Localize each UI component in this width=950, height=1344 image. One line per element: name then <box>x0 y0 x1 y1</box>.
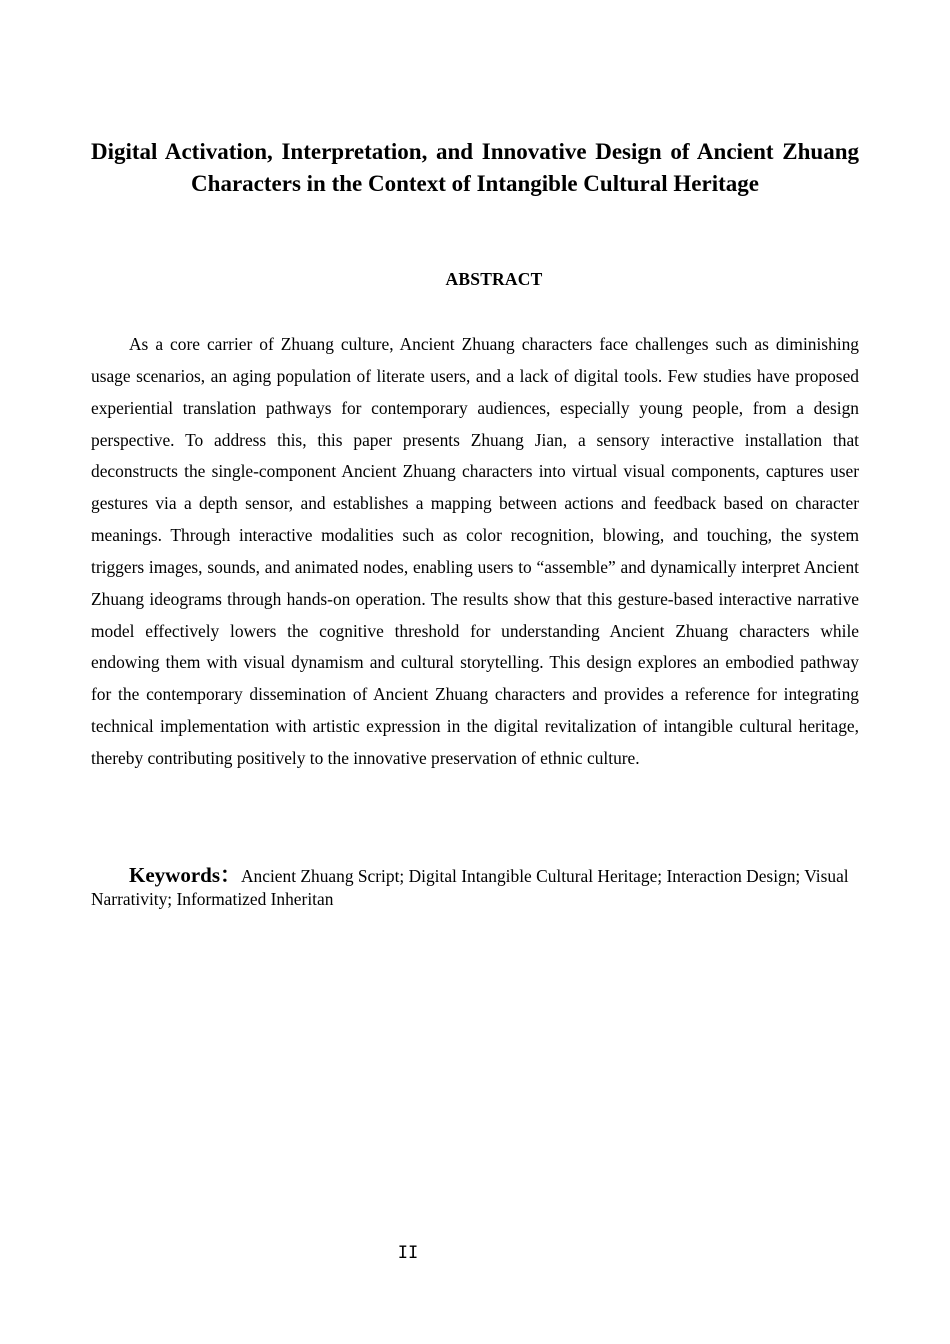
keywords-line <box>91 864 859 911</box>
paper-title: Digital Activation, Interpretation, and Innovative Design of Ancient Zhuang Characters in the Context of Intangible Cultural Heritage <box>91 139 859 196</box>
page-number: II <box>397 1243 419 1263</box>
keywords-list: Ancient Zhuang Script; Digital Intangible Cultural Heritage; Interaction Design; Visual Narrativity; Informatized Inheritan <box>91 866 849 909</box>
abstract-paragraph: As a core carrier of Zhuang culture, Ancient Zhuang characters face challenges such as diminishing usage scenarios, an aging population of literate users, and a lack of digital tools. Few studies have proposed experiential translation pathways for contemporary audiences, especially young people, from a design perspective. To address this, this paper presents Zhuang Jian, a sensory interactive installation that deconstructs the single-component Ancient Zhuang characters into virtual visual components, captures user gestures via a depth sensor, and establishes a mapping between actions and feedback based on character meanings. Through interactive modalities such as color recognition, blowing, and touching, the system triggers images, sounds, and animated nodes, enabling users to “assemble” and dynamically interpret Ancient Zhuang ideograms through hands-on operation. The results show that this gesture-based interactive narrative model effectively lowers the cognitive threshold for understanding Ancient Zhuang characters while endowing them with visual dynamism and cultural storytelling. This design explores an embodied pathway for the contemporary dissemination of Ancient Zhuang characters and provides a reference for integrating technical implementation with artistic expression in the digital revitalization of intangible cultural heritage, thereby contributing positively to the innovative preservation of ethnic culture. <box>91 334 859 768</box>
keywords-label: Keywords <box>129 863 220 887</box>
keywords-colon: ： <box>220 863 241 887</box>
abstract-heading: ABSTRACT <box>445 269 543 289</box>
